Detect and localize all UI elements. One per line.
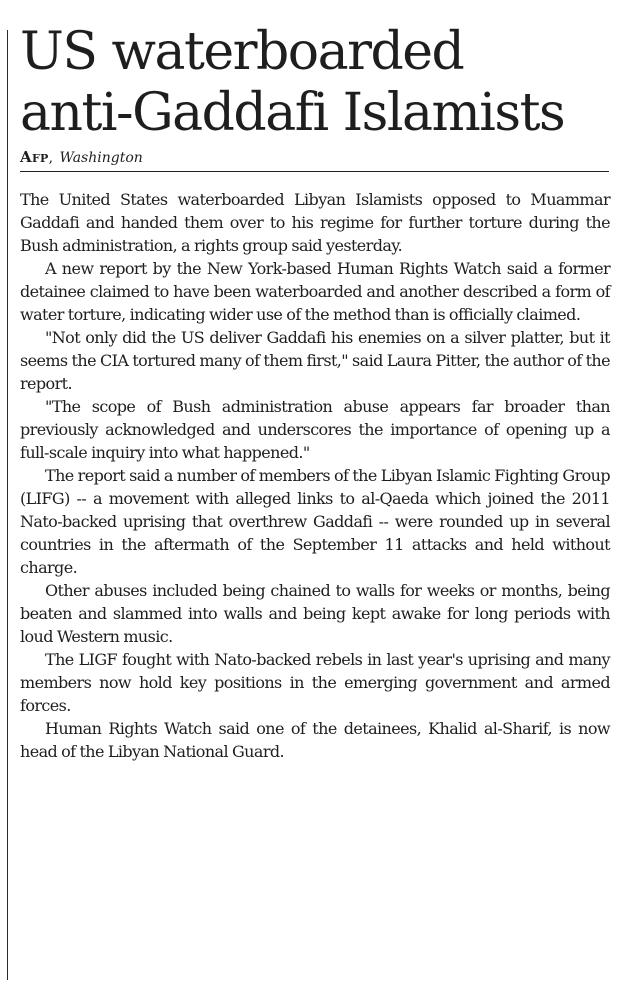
byline-comma: ,	[48, 150, 54, 166]
paragraph-2: A new report by the New York-based Human Rights Watch said a former detainee claimed to have been waterboarded and another described a form of water torture, indicating wider use of the method than is officially claimed.	[20, 259, 610, 324]
headline-line-2: anti-Gaddafi Islamists	[20, 83, 565, 143]
article-body	[20, 188, 610, 763]
paragraph-6: Other abuses included being chained to walls for weeks or months, being beaten and slammed into walls and being kept awake for long periods with loud Western music.	[20, 581, 610, 646]
news-article	[20, 22, 610, 763]
headline-line-1: US waterboarded	[20, 22, 464, 82]
byline-agency: Afp	[20, 148, 49, 166]
paragraph-5: The report said a number of members of the Libyan Islamic Fighting Group (LIFG) -- a movement with alleged links to al-Qaeda which joined the 2011 Nato-backed uprising that overthrew Gaddafi -- were rounded up in several countries in the aftermath of the September 11 attacks and held without charge.	[20, 466, 610, 577]
paragraph-4: "The scope of Bush administration abuse appears far broader than previously acknowledged and underscores the importance of opening up a full-scale inquiry into what happened."	[20, 397, 610, 462]
paragraph-3: "Not only did the US deliver Gaddafi his enemies on a silver platter, but it seems the CIA tortured many of them first," said Laura Pitter, the author of the report.	[20, 328, 610, 393]
paragraph-7: The LIGF fought with Nato-backed rebels in last year's uprising and many members now hold key positions in the emerging government and armed forces.	[20, 650, 610, 715]
byline	[20, 149, 609, 172]
paragraph-1: The United States waterboarded Libyan Islamists opposed to Muammar Gaddafi and handed them over to his regime for further torture during the Bush administration, a rights group said yesterday.	[20, 190, 610, 255]
paragraph-8: Human Rights Watch said one of the detainees, Khalid al-Sharif, is now head of the Libyan National Guard.	[20, 719, 610, 761]
column-rule	[7, 30, 8, 980]
headline	[20, 22, 610, 144]
byline-dateline: Washington	[59, 150, 143, 166]
